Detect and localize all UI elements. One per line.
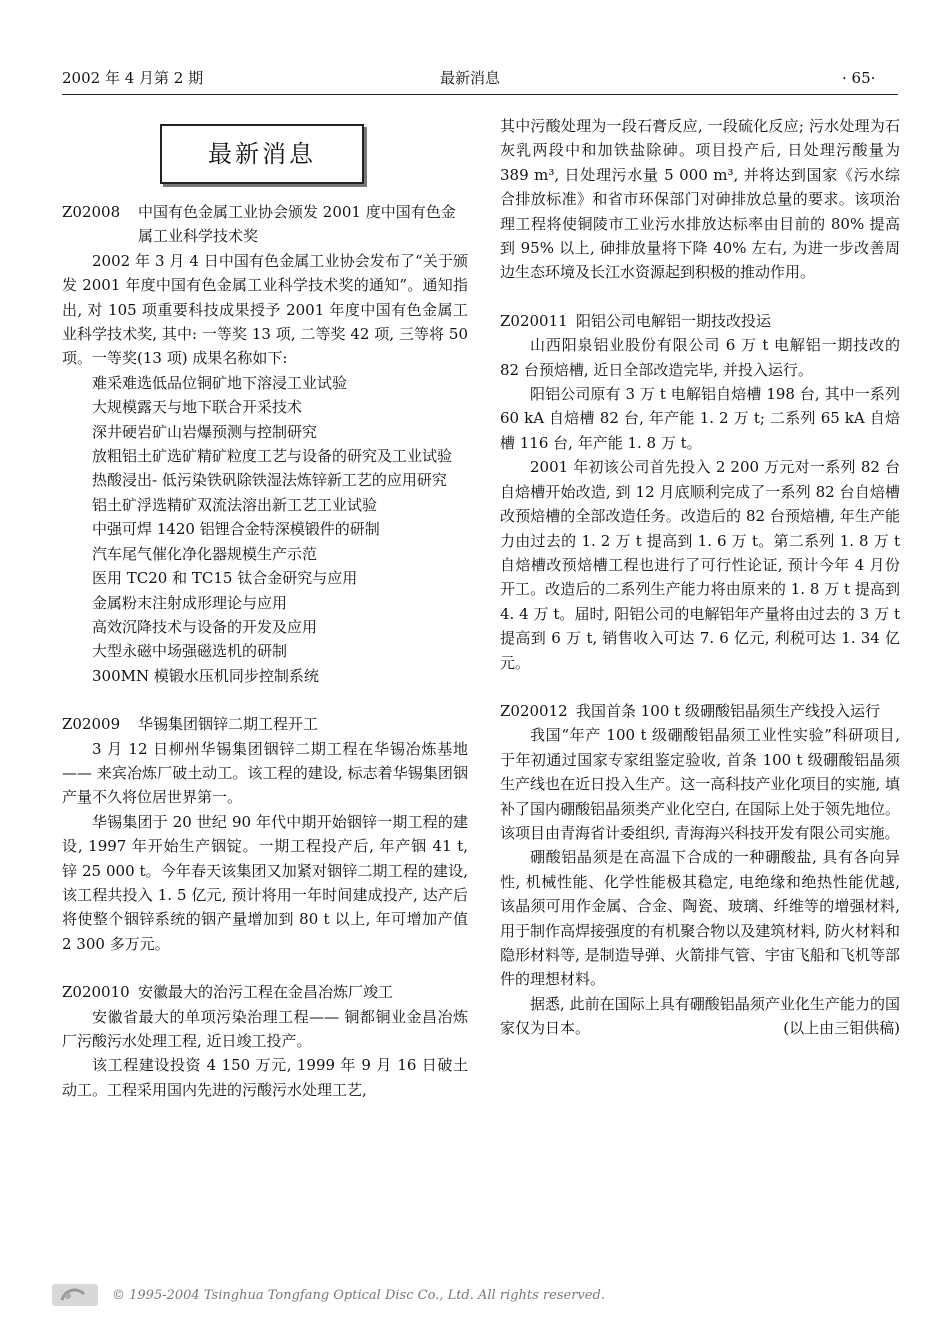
list-item: 大型永磁中场强磁选机的研制: [92, 642, 288, 661]
copyright-text: © 1995-2004 Tsinghua Tongfang Optical Disc Co., Ltd. All rights reserved.: [112, 1288, 605, 1303]
section-title-box: 最新消息: [160, 124, 364, 184]
article-paragraph: [500, 992, 900, 1041]
list-item: 300MN 模锻水压机同步控制系统: [92, 666, 319, 685]
left-column: [62, 110, 468, 1102]
article-title: 中国有色金属工业协会颁发 2001 度中国有色金属工业科学技术奖: [138, 203, 456, 246]
article-title: 华锡集团铟锌二期工程开工: [138, 715, 319, 734]
article-code: Z02008: [62, 203, 121, 221]
source-credit: (以上由三钼供稿): [783, 1019, 900, 1038]
article-head: [62, 712, 468, 736]
article-paragraph: 我国“年产 100 t 级硼酸铝晶须工业性实验”科研项目, 于年初通过国家专家组鉴定验收, 首条 100 t 级硼酸铝晶须生产线也在近日投入生产。这一高科技产业化项目的实施, 填补了国内硼酸铝晶须类产业化空白, 在国际上处于领先地位。该项目由青海省计委组织, 青海海兴科技开发有限公司实施。: [500, 726, 900, 842]
article-paragraph: 山西阳泉铝业股份有限公司 6 万 t 电解铝一期技改的 82 台预焙槽, 近日全部改造完毕, 并投入运行。: [500, 336, 900, 379]
page-footer: [0, 1276, 950, 1312]
article-head: [500, 699, 900, 723]
right-column: [500, 114, 900, 1041]
section-label: 最新消息: [440, 69, 501, 87]
list-item: 深井硬岩矿山岩爆预测与控制研究: [92, 422, 318, 441]
article-paragraph: 3 月 12 日柳州华锡集团铟锌二期工程在华锡冶炼基地—— 来宾冶炼厂破土动工。该工程的建设, 标志着华锡集团铟产量不久将位居世界第一。: [62, 739, 468, 807]
list-item: 高效沉降技术与设备的开发及应用: [92, 617, 318, 636]
article-paragraph: 该工程建设投资 4 150 万元, 1999 年 9 月 16 日破土动工。工程采用国内先进的污酸污水处理工艺,: [62, 1056, 468, 1099]
list-item: 中强可焊 1420 铝锂合金特深模锻件的研制: [92, 520, 380, 539]
list-item: 热酸浸出- 低污染铁矾除铁湿法炼锌新工艺的应用研究: [92, 471, 447, 490]
issue-label: 2002 年 4 月第 2 期: [62, 69, 204, 87]
list-item: 铝土矿浮选精矿双流法溶出新工艺工业试验: [92, 495, 378, 514]
list-item: 大规模露天与地下联合开采技术: [92, 398, 303, 417]
article-z02009: [62, 712, 468, 956]
article-title: 阳铝公司电解铝一期技改投运: [576, 311, 772, 330]
article-code: Z020010: [62, 983, 130, 1002]
article-z020010: [62, 980, 468, 1102]
article-code: Z020011: [500, 311, 568, 330]
article-paragraph: 安徽省最大的单项污染治理工程—— 铜都铜业金昌冶炼厂污酸污水处理工程, 近日竣工投产。: [62, 1007, 468, 1050]
header-rule: [62, 94, 898, 95]
article-head: [500, 309, 900, 333]
article-paragraph: 华锡集团于 20 世纪 90 年代中期开始铟锌一期工程的建设, 1997 年开始生产铟锭。一期工程投产后, 年产铟 41 t, 锌 25 000 t。今年春天该集团又加紧对铟锌二期工程的建设, 该工程共投入 1. 5 亿元, 预计将用一年时间建成投产, 达产后将使整个铟锌系统的铟产量增加到 80 t 以上, 年可增加产值 2 300 多万元。: [62, 812, 468, 953]
list-item: 放粗铝土矿选矿精矿粒度工艺与设备的研究及工业试验: [92, 447, 453, 466]
article-title: 我国首条 100 t 级硼酸铝晶须生产线投入运行: [576, 701, 880, 720]
list-item: 医用 TC20 和 TC15 钛合金研究与应用: [92, 569, 358, 588]
article-z020011: [500, 309, 900, 675]
list-item: 汽车尾气催化净化器规模生产示范: [92, 544, 318, 563]
article-paragraph: 2001 年初该公司首先投入 2 200 万元对一系列 82 台自焙槽开始改造, 到 12 月底顺利完成了一系列 82 台自焙槽改预焙槽的全部改造任务。改造后的 82 台预焙槽, 年生产能力由过去的 1. 2 万 t 提高到 1. 6 万 t。第二系列 1. 8 万 t 自焙槽改预焙槽工程也进行了可行性论证, 预计今年 4 月份开工。改造后的二系列生产能力将由原来的 1. 8 万 t 提高到 4. 4 万 t。届时, 阳铝公司的电解铝年产量将由过去的 3 万 t 提高到 6 万 t, 销售收入可达 7. 6 亿元, 利税可达 1. 34 亿元。: [500, 458, 900, 672]
final-sentence: 据悉, 此前在国际上具有硼酸铝晶须产业化生产能力的国家仅为日本。: [500, 994, 900, 1038]
list-item: 难采难选低品位铜矿地下溶浸工业试验: [92, 373, 348, 392]
award-list: [62, 371, 468, 688]
article-code: Z02009: [62, 715, 121, 734]
article-head: [62, 200, 468, 249]
list-item: 金属粉末注射成形理论与应用: [92, 593, 288, 612]
page-number: · 65·: [842, 69, 876, 87]
publisher-logo-icon: [52, 1284, 98, 1306]
article-paragraph: 硼酸铝晶须是在高温下合成的一种硼酸盐, 具有各向异性, 机械性能、化学性能极其稳定, 电绝缘和绝热性能优越, 该晶须可用作金属、合金、陶瓷、玻璃、纤维等的增强材料, 用于制作高焊接强度的有机聚合物以及建筑材料, 防火材料和隐形材料等, 是制造导弹、火箭排气管、宇宙飞船和飞机等部件的理想材料。: [500, 848, 900, 989]
article-head: [62, 980, 468, 1004]
article-z02008: [62, 200, 468, 688]
article-title: 安徽最大的治污工程在金昌冶炼厂竣工: [138, 983, 394, 1002]
article-code: Z020012: [500, 701, 568, 720]
article-z020012: [500, 699, 900, 1041]
article-paragraph: 2002 年 3 月 4 日中国有色金属工业协会发布了“关于颁发 2001 年度中国有色金属工业科学技术奖的通知”。通知指出, 对 105 项重要科技成果授予 2001 年度中国有色金属工业科学技术奖, 其中: 一等奖 13 项, 二等奖 42 项, 三等将 50 项。一等奖(13 项) 成果名称如下:: [62, 251, 468, 368]
article-paragraph: 阳铝公司原有 3 万 t 电解铝自焙槽 198 台, 其中一系列 60 kA 自焙槽 82 台, 年产能 1. 2 万 t; 二系列 65 kA 自焙槽 116 台, 年产能 1. 8 万 t。: [500, 385, 900, 452]
article-continuation: 其中污酸处理为一段石膏反应, 一段硫化反应; 污水处理为石灰乳两段中和加铁盐除砷。项目投产后, 日处理污酸量为 389 m³, 日处理污水量 5 000 m³, 并将达到国家《污水综合排放标准》和省市环保部门对砷排放总量的要求。该项治理工程将使铜陵市工业污水排放达标率由目前的 80% 提高到 95% 以上, 砷排放量将下降 40% 左右, 为进一步改善周边生态环境及长江水资源起到积极的推动作用。: [500, 117, 900, 282]
